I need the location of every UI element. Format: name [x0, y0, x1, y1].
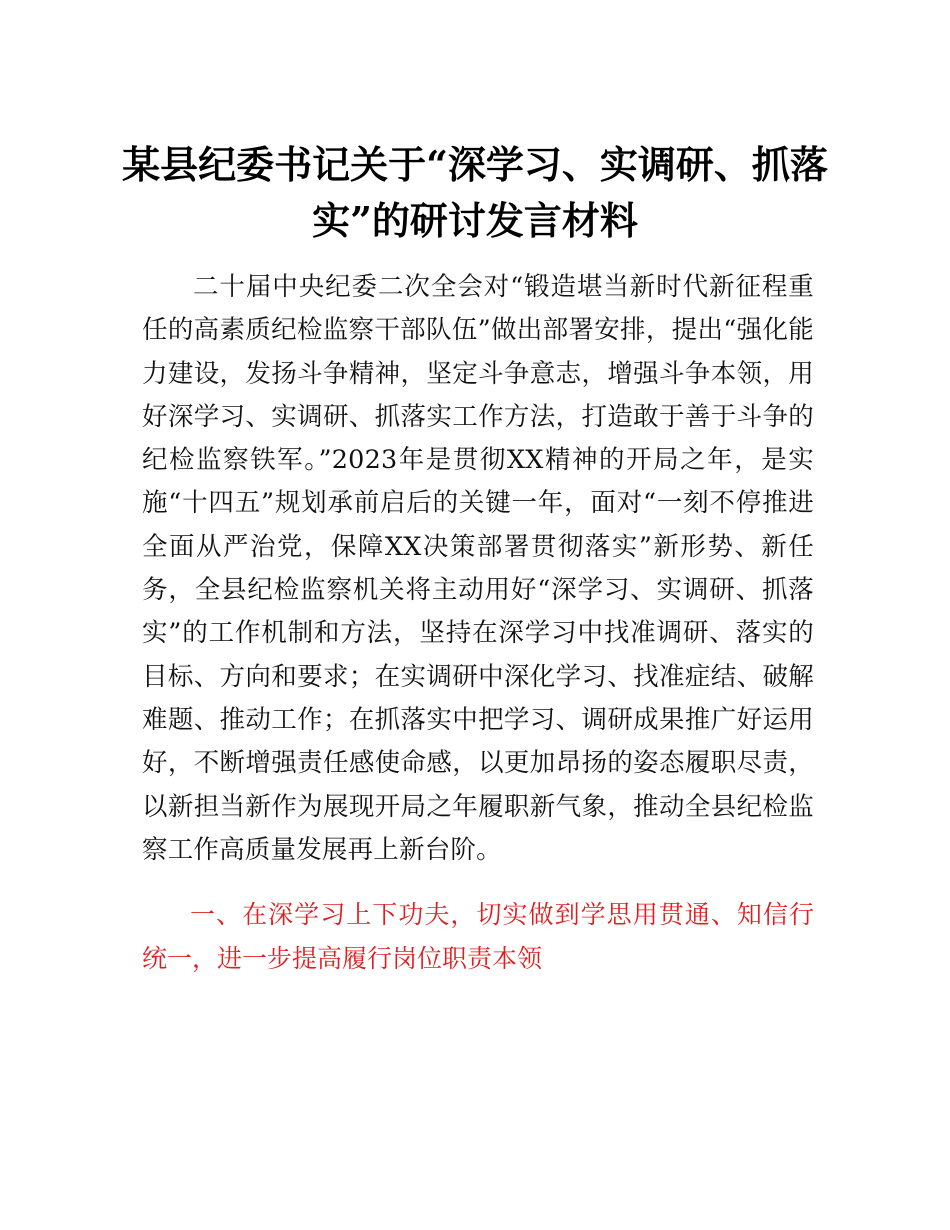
document-title: 某县纪委书记关于“深学习、实调研、抓落实”的研讨发言材料 — [122, 142, 828, 243]
section-heading: 一、在深学习上下功夫，切实做到学思用贯通、知信行统一，进一步提高履行岗位职责本领 — [142, 900, 814, 973]
body-paragraph: 二十届中央纪委二次全会对“锻造堪当新时代新征程重任的高素质纪检监察干部队伍”做出部署安排，提出“强化能力建设，发扬斗争精神，坚定斗争意志，增强斗争本领，用好深学习、实调研、抓落实工作方法，打造敢于善于斗争的纪检监察铁军。”2023年是贯彻XX精神的开局之年，是实施“十四五”规划承前启后的关键一年，面对“一刻不停推进全面从严治党，保障XX决策部署贯彻落实”新形势、新任务，全县纪检监察机关将主动用好“深学习、实调研、抓落实”的工作机制和方法，坚持在深学习中找准调研、落实的目标、方向和要求；在实调研中深化学习、找准症结、破解难题、推动工作；在抓落实中把学习、调研成果推广好运用好，不断增强责任感使命感，以更加昂扬的姿态履职尽责，以新担当新作为展现开局之年履职新气象，推动全县纪检监察工作高质量发展再上新台阶。 — [142, 272, 814, 865]
